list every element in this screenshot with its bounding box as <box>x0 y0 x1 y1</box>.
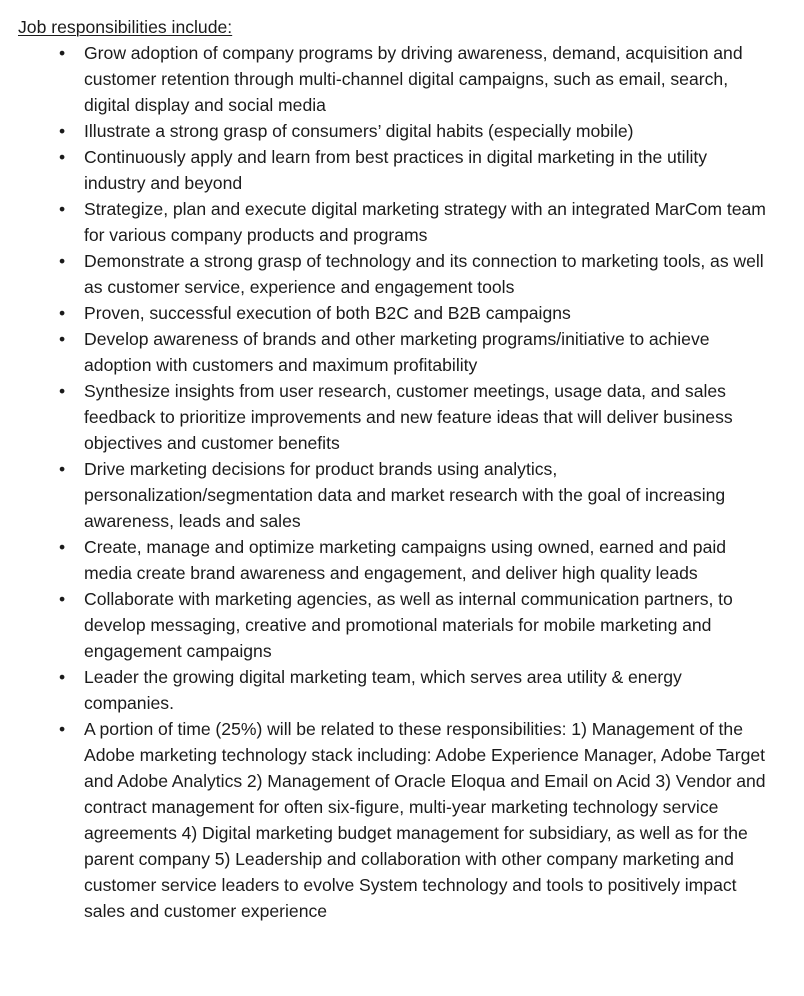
list-item <box>18 378 766 456</box>
list-item-text: Leader the growing digital marketing team, which serves area utility & energy companies. <box>84 667 682 713</box>
bullet-icon: • <box>59 537 66 557</box>
responsibilities-list <box>18 40 766 924</box>
list-item <box>18 300 766 326</box>
bullet-icon: • <box>59 147 66 167</box>
list-item-text: Continuously apply and learn from best practices in digital marketing in the utility industry and beyond <box>84 147 708 193</box>
bullet-icon: • <box>59 43 66 63</box>
bullet-icon: • <box>59 719 66 739</box>
bullet-icon: • <box>59 589 66 609</box>
bullet-icon: • <box>59 199 66 219</box>
list-item <box>18 118 766 144</box>
list-item <box>18 326 766 378</box>
bullet-icon: • <box>59 251 66 271</box>
list-item <box>18 40 766 118</box>
list-item-text: Grow adoption of company programs by driving awareness, demand, acquisition and customer retention through multi-channel digital campaigns, such as email, search, digital display and social media <box>84 43 743 115</box>
list-item-text: Develop awareness of brands and other marketing programs/initiative to achieve adoption with customers and maximum profitability <box>84 329 710 375</box>
bullet-icon: • <box>59 121 66 141</box>
list-item-text: Proven, successful execution of both B2C and B2B campaigns <box>84 303 571 323</box>
list-item <box>18 716 766 924</box>
list-item-text: A portion of time (25%) will be related to these responsibilities: 1) Management of the Adobe marketing technology stack including: Adobe Experience Manager, Adobe Target and Adobe Analytics 2) Management of Oracle Eloqua and Email on Acid 3) Vendor and contract management for often six-figure, multi-year marketing technology service agreements 4) Digital marketing budget management for subsidiary, as well as for the parent company 5) Leadership and collaboration with other company marketing and customer service leaders to evolve System technology and tools to positively impact sales and customer experience <box>84 719 766 921</box>
bullet-icon: • <box>59 459 66 479</box>
bullet-icon: • <box>59 381 66 401</box>
bullet-icon: • <box>59 329 66 349</box>
list-item <box>18 196 766 248</box>
bullet-icon: • <box>59 303 66 323</box>
list-item <box>18 456 766 534</box>
list-item <box>18 586 766 664</box>
bullet-icon: • <box>59 667 66 687</box>
list-item <box>18 144 766 196</box>
list-item-text: Demonstrate a strong grasp of technology and its connection to marketing tools, as well as customer service, experience and engagement tools <box>84 251 764 297</box>
list-item-text: Illustrate a strong grasp of consumers’ digital habits (especially mobile) <box>84 121 634 141</box>
list-item <box>18 248 766 300</box>
list-item-text: Collaborate with marketing agencies, as well as internal communication partners, to develop messaging, creative and promotional materials for mobile marketing and engagement campaigns <box>84 589 733 661</box>
list-item <box>18 534 766 586</box>
list-item <box>18 664 766 716</box>
list-item-text: Strategize, plan and execute digital marketing strategy with an integrated MarCom team for various company products and programs <box>84 199 766 245</box>
list-item-text: Drive marketing decisions for product brands using analytics, personalization/segmentation data and market research with the goal of increasing awareness, leads and sales <box>84 459 726 531</box>
list-item-text: Create, manage and optimize marketing campaigns using owned, earned and paid media create brand awareness and engagement, and deliver high quality leads <box>84 537 727 583</box>
page-title: Job responsibilities include: <box>18 17 233 37</box>
list-item-text: Synthesize insights from user research, customer meetings, usage data, and sales feedback to prioritize improvements and new feature ideas that will deliver business objectives and customer benefits <box>84 381 733 453</box>
